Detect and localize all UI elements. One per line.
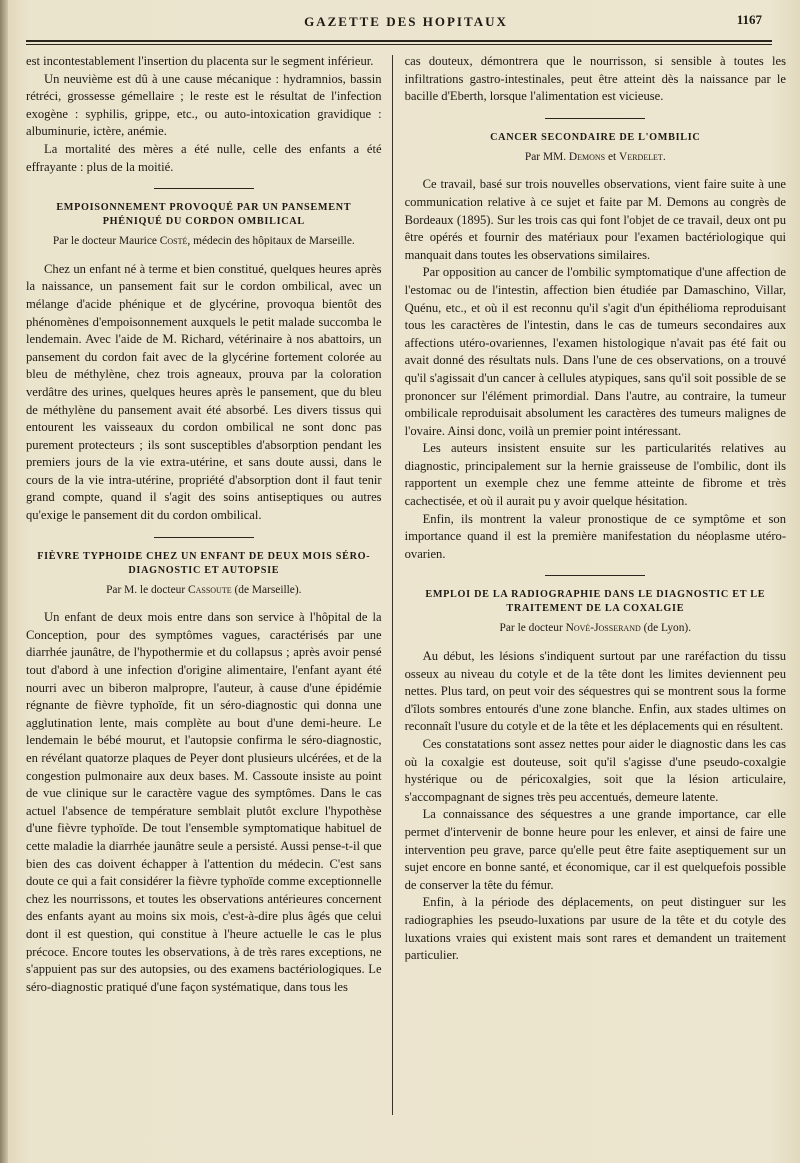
section-separator (545, 575, 645, 576)
article-paragraph: Les auteurs insistent ensuite sur les particularités relatives au diagnostic, principalement sur la hernie graisseuse de l'ombilic, dont ils rapportent un exemple chez une femme atteinte de fibrome et très cachectisée, et où il aurait pu y avoir quelque hésitation. (404, 441, 787, 509)
page-header (26, 0, 786, 34)
article-paragraph: Au début, les lésions s'indiquent surtout par une raréfaction du tissu osseux au niveau du cotyle et de la tête dont les limites deviennent peu nettes. Plus tard, on peut voir des séquestres qui se montrent sous la forme d'îlots sombres entourés d'une zone blanche. Enfin, aux stades ultimes on reconnaît l'usure du cotyle et de la tête et les déplacements qui en résultent. (404, 649, 787, 734)
article-paragraph: Enfin, ils montrent la valeur pronostique de ce symptôme et son importance quand il est la première manifestation du néoplasme utéro-ovarien. (404, 511, 787, 561)
section-separator (154, 188, 254, 189)
author-name: Demons (568, 150, 606, 163)
intro-paragraph: Un neuvième est dû à une cause mécanique : hydramnios, bassin rétréci, grossesse gémellaire ; le reste est le résultat de l'infection exogène : syphilis, grippe, etc., ou auto-intoxication gravidique : albuminurie, ictère, anémie. (26, 71, 382, 139)
author-name: Cassoute (188, 583, 232, 596)
article-paragraph: Chez un enfant né à terme et bien constitué, quelques heures après la naissance, un pansement fait sur le cordon ombilical, avec un mélange d'acide phénique et de glycérine, provoqua bientôt des phénomènes d'empoisonnement auxquels le petit malade succomba le lendemain. Avec l'aide de M. Richard, vétérinaire à nos abattoirs, un pansement du cordon fait avec de la glycérine fortement colorée au bleu de méthylène, chez trois agneaux, prouva par la coloration verdâtre des urines, quelques heures après le pansement, que du bleu de méthylène du pansement avait été absorbé. Les divers tissus qui entourent les vaisseaux du cordon ombilical ne sont donc pas purement protecteurs ; ils sont susceptibles d'absorption pendant les premiers jours de la vie extra-utérine, et sans doute aussi, dans le cours de la vie intra-utérine, propriété d'absorption dont il faut tenir grand compte, quand il s'agit des soins antiseptiques ou autres qu'exige le pansement dit du cordon ombilical. (26, 261, 382, 523)
article-paragraph: Ce travail, basé sur trois nouvelles observations, vient faire suite à une communication relative à ce sujet et faite par M. Demons au congrès de Bordeaux (1895). Sur les trois cas qui font l'objet de ce travail, deux ont pu être opérés et fournir des matériaux pour l'examen bactériologique qui manquait dans toutes les observations similaires. (404, 177, 787, 262)
continuation-paragraph: cas douteux, démontrera que le nourrisson, si sensible à toutes les infiltrations gastro-intestinales, peut être atteint dès la naissance par le bacille d'Eberth, lorsque l'alimentation est vicieuse. (404, 54, 787, 104)
intro-paragraph: La mortalité des mères a été nulle, celle des enfants a été effrayante : plus de la moitié. (26, 141, 382, 174)
header-rule-thin (26, 44, 772, 45)
page-number: 1167 (736, 12, 762, 27)
article-paragraph: Enfin, à la période des déplacements, on peut distinguer sur les radiographies les pseudo-luxations par usure de la tête et du cotyle des luxations vraies qui existent mais sont rares et demandent un traitement particulier. (404, 895, 787, 963)
article-byline: Par le docteur Maurice Costé, médecin des hôpitaux de Marseille. (52, 235, 355, 248)
article-byline: Par le docteur Nové-Josserand (de Lyon). (499, 622, 692, 635)
left-column (26, 53, 392, 1133)
intro-paragraph: est incontestablement l'insertion du placenta sur le segment inférieur. (26, 54, 374, 68)
article-byline: Par MM. Demons et Verdelet. (524, 150, 666, 163)
section-separator (154, 537, 254, 538)
article-paragraph: Ces constatations sont assez nettes pour aider le diagnostic dans les cas où la coxalgie est douteuse, soit qu'il s'agisse d'une pseudo-coxalgie hystérique ou de péricoxalgies, soit que la lésion articulaire, s'accompagnant de signes très peu accentués, demeure latente. (404, 737, 787, 804)
journal-title: GAZETTE DES HOPITAUX (304, 14, 508, 29)
author-name: Nové-Josserand (565, 622, 641, 635)
article-byline: Par M. le docteur Cassoute (de Marseille). (106, 583, 302, 596)
article-paragraph: Par opposition au cancer de l'ombilic symptomatique d'une affection de l'estomac ou de l'intestin, affection bien étudiée par Damaschino, Villar, Quénu, etc., et où il est reconnu qu'il s'agit d'un épithélioma reproduisant tous les caractères de l'intestin, dans le cas de tumeurs secondaires aux affections utéro-ovariennes, l'examen histologique n'avait pas été fait ou avait donné des résultats nuls. Dans l'une de ces observations, on a trouvé qu'il s'agissait d'un cancer à cellules atypiques, sans qu'il soit possible de se prononcer sur l'élément primordial. Dans l'autre, au contraire, la tumeur ombilicale reproduisait absolument les caractères des tumeurs malignes de l'ovaire. Ainsi donc, voilà un premier point intéressant. (404, 265, 787, 438)
article-title: CANCER SECONDAIRE DE L'OMBILIC (490, 131, 701, 143)
header-rule-thick (26, 40, 772, 42)
page-spine-shadow (0, 0, 8, 1163)
article-title: EMPLOI DE LA RADIOGRAPHIE DANS LE DIAGNOSTIC ET LE TRAITEMENT DE LA COXALGIE (425, 589, 766, 615)
article-title: FIÈVRE TYPHOIDE CHEZ UN ENFANT DE DEUX MOIS SÉRO-DIAGNOSTIC ET AUTOPSIE (37, 550, 371, 576)
article-paragraph: La connaissance des séquestres a une grande importance, car elle permet d'intervenir de bonne heure pour les enlever, et ainsi de faire une intervention peu grave, parce qu'elle peut être faite aseptiquement sur un sujet encore en bonne santé, et économique, car il est quelquefois possible de conserver la tête du fémur. (404, 807, 787, 892)
text-columns (26, 53, 786, 1133)
author-name: Verdelet (619, 150, 663, 163)
section-separator (545, 118, 645, 119)
right-column (393, 53, 786, 1133)
article-paragraph: Un enfant de deux mois entre dans son service à l'hôpital de la Conception, pour des symptômes vagues, caractérisés par une diarrhée jaunâtre, de l'hypothermie et du collapsus ; après avoir pensé tout d'abord à une infection d'origine alimentaire, l'enfant ayant été nourri avec un biberon malpropre, l'auteur, à cause d'une épidémie régnante de fièvre typhoïde, fit un séro-diagnostic qui donna une agglutination lente, mais complète au bout d'une demi-heure. Le lendemain le bébé mourut, et l'autopsie confirma le séro-diagnostic, en révélant quatorze plaques de Peyer dont plusieurs ulcérées, et de la congestion pulmonaire aux deux bases. M. Cassoute insiste au point de vue clinique sur le caractère vague des symptômes. Dans le cas actuel l'absence de température semblait plutôt exclure l'hypothèse d'une fièvre typhoïde. De tout l'ensemble symptomatique habituel de cette maladie la diarrhée jaunâtre seule a persisté. Aussi pense-t-il que bien des cas doivent échapper à l'attention du médecin. C'est sans doute ce qui a fait considérer la fièvre typhoïde comme exceptionnelle chez les nourrissons, et toutes les observations antérieures concernent des enfants ayant au moins six mois, c'est-à-dire plus âgés que celui dont il est question, qui constitue à l'heure actuelle le cas le plus précoce. Encore toutes les observations, à de très rares exceptions, ne s'appuient pas sur des autopsies, ou des examens bactériologiques. Le séro-diagnostic pratiqué d'une façon systématique, dans tous les (26, 610, 382, 994)
author-name: Costé (159, 235, 188, 248)
article-title: EMPOISONNEMENT PROVOQUÉ PAR UN PANSEMENT PHÉNIQUÉ DU CORDON OMBILICAL (56, 202, 352, 228)
